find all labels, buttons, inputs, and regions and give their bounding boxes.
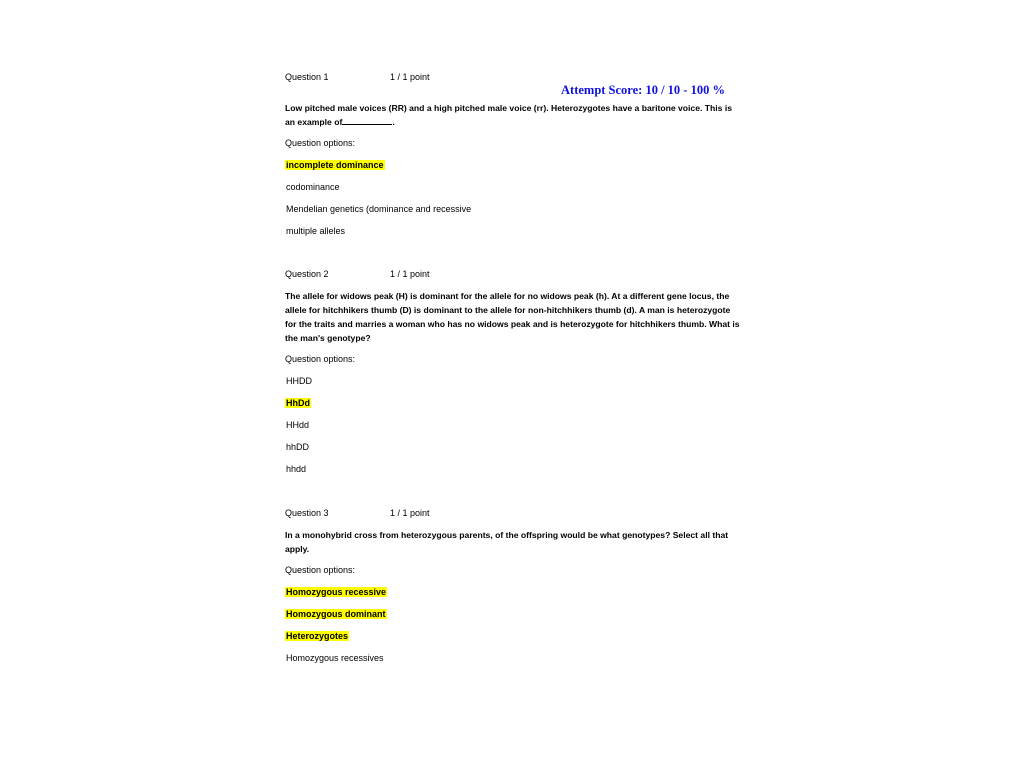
- question-label: Question 2: [285, 269, 329, 279]
- option-text: incomplete dominance: [286, 160, 384, 170]
- option-item: [285, 419, 745, 431]
- option-text: hhdd: [286, 464, 307, 474]
- options-label: Question options:: [285, 354, 356, 364]
- question-3: [285, 507, 745, 664]
- answer-blank: [342, 115, 395, 127]
- question-header: [285, 507, 745, 519]
- option-item: [285, 441, 745, 453]
- option-text: hhDD: [286, 442, 310, 452]
- question-text: [285, 101, 740, 129]
- question-text-part: .: [392, 117, 395, 127]
- option-text: HhDd: [286, 398, 310, 408]
- options-label: Question options:: [285, 138, 356, 148]
- question-text: The allele for widows peak (H) is dominant for the allele for no widows peak (h). At a different gene locus, the allele for hitchhikers thumb (D) is dominant to the allele for non-hitchhikers thumb (d). A man is heterozygote for the traits and marries a woman who has no widows peak and is heterozygote for hitchhikers thumb. What is the man's genotype?: [285, 291, 740, 343]
- option-text: HHDD: [286, 376, 312, 386]
- question-text-part: Low pitched male voices (RR) and a high pitched male voice (rr). Heterozygotes have a baritone voice. This is an example of: [285, 103, 732, 127]
- option-text: Homozygous dominant: [286, 609, 386, 619]
- option-text: Homozygous recessives: [286, 653, 384, 663]
- option-text: Homozygous recessive: [286, 587, 387, 597]
- attempt-score: Attempt Score: 10 / 10 - 100 %: [561, 83, 725, 97]
- option-item: [285, 463, 745, 475]
- question-label: Question 3: [285, 508, 329, 518]
- option-item: [285, 608, 745, 620]
- question-points: 1 / 1 point: [390, 72, 430, 82]
- question-header: [285, 268, 745, 280]
- question-points: 1 / 1 point: [390, 508, 430, 518]
- option-item: [285, 652, 745, 664]
- option-item: [285, 397, 745, 409]
- option-text: HHdd: [286, 420, 310, 430]
- option-text: multiple alleles: [286, 226, 346, 236]
- option-text: codominance: [286, 182, 340, 192]
- option-text: Mendelian genetics (dominance and recessive: [286, 204, 472, 214]
- option-item: [285, 225, 745, 237]
- option-item: [285, 586, 745, 598]
- question-points: 1 / 1 point: [390, 269, 430, 279]
- options-label: Question options:: [285, 565, 356, 575]
- option-text: Heterozygotes: [286, 631, 349, 641]
- question-label: Question 1: [285, 72, 329, 82]
- option-item: [285, 159, 745, 171]
- question-2: [285, 268, 745, 475]
- question-1: [285, 71, 745, 237]
- option-item: [285, 203, 745, 215]
- question-header: [285, 71, 745, 83]
- option-item: [285, 181, 745, 193]
- option-item: [285, 630, 745, 642]
- option-item: [285, 375, 745, 387]
- question-text: In a monohybrid cross from heterozygous parents, of the offspring would be what genotypes? Select all that apply.: [285, 530, 729, 554]
